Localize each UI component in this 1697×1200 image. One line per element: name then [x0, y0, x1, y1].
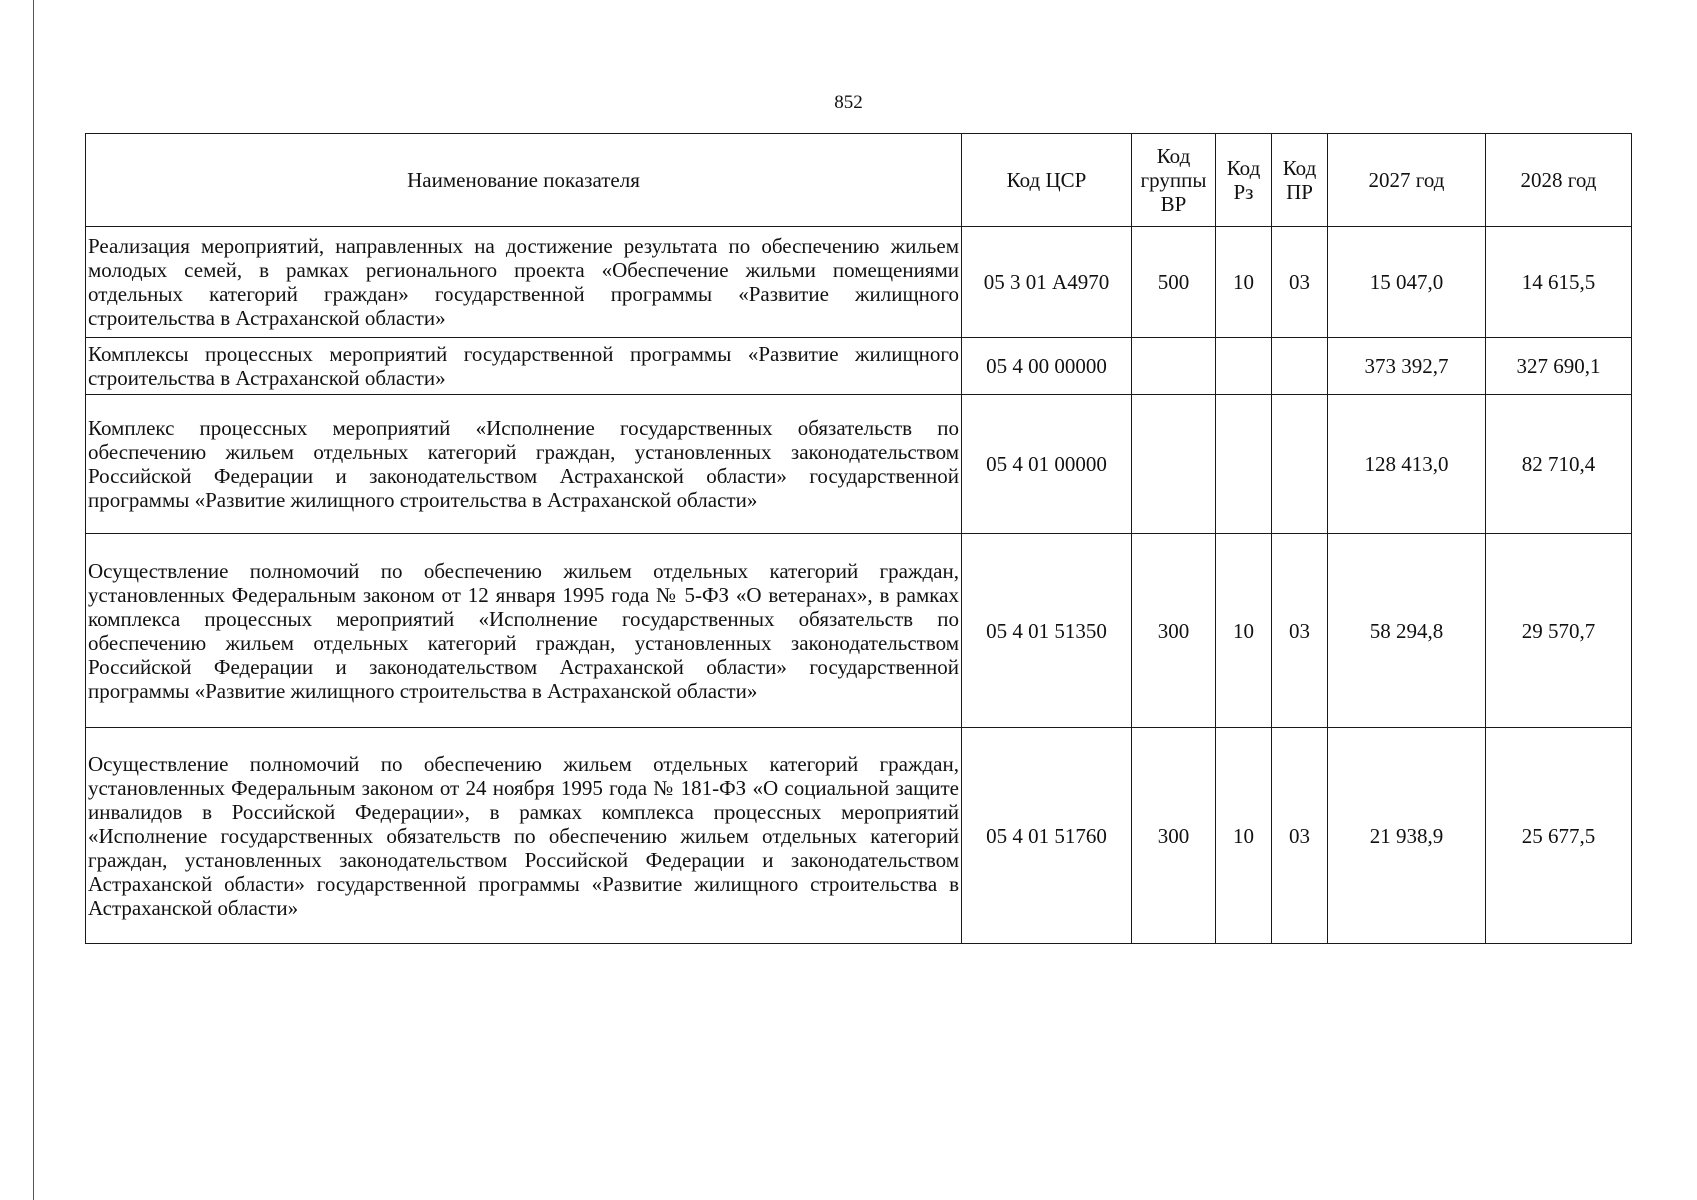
row-csr: 05 4 01 00000 — [962, 395, 1132, 534]
header-pr: Код ПР — [1272, 134, 1328, 227]
row-2027: 128 413,0 — [1328, 395, 1486, 534]
row-vr — [1132, 395, 1216, 534]
header-vr: Код группы ВР — [1132, 134, 1216, 227]
header-rz: Код Рз — [1216, 134, 1272, 227]
row-2027: 58 294,8 — [1328, 534, 1486, 728]
row-rz: 10 — [1216, 534, 1272, 728]
row-name: Осуществление полномочий по обеспечению жильем отдельных категорий граждан, установленных Федеральным законом от 24 ноября 1995 года № 181-ФЗ «О социальной защите инвалидов в Российской Федерации», в рамках комплекса процессных мероприятий «Исполнение государственных обязательств по обеспечению жильем отдельных категорий граждан, установленных законодательством Российской Федерации и законодательством Астраханской области» государственной программы «Развитие жилищного строительства в Астраханской области» — [86, 728, 962, 944]
row-name: Комплексы процессных мероприятий государственной программы «Развитие жилищного строительства в Астраханской области» — [86, 338, 962, 395]
header-year-2027: 2027 год — [1328, 134, 1486, 227]
row-2027: 15 047,0 — [1328, 227, 1486, 338]
row-rz — [1216, 395, 1272, 534]
row-2028: 25 677,5 — [1486, 728, 1632, 944]
row-2028: 82 710,4 — [1486, 395, 1632, 534]
row-rz: 10 — [1216, 728, 1272, 944]
row-pr — [1272, 395, 1328, 534]
row-name: Осуществление полномочий по обеспечению жильем отдельных категорий граждан, установленных Федеральным законом от 12 января 1995 года № 5-ФЗ «О ветеранах», в рамках комплекса процессных мероприятий «Исполнение государственных обязательств по обеспечению жильем отдельных категорий граждан, установленных законодательством Российской Федерации и законодательством Астраханской области» государственной программы «Развитие жилищного строительства в Астраханской области» — [86, 534, 962, 728]
row-csr: 05 4 01 51350 — [962, 534, 1132, 728]
row-pr — [1272, 338, 1328, 395]
table-row — [86, 227, 1632, 338]
row-name: Реализация мероприятий, направленных на достижение результата по обеспечению жильем молодых семей, в рамках регионального проекта «Обеспечение жильми помещениями отдельных категорий граждан» государственной программы «Развитие жилищного строительства в Астраханской области» — [86, 227, 962, 338]
table-row — [86, 338, 1632, 395]
row-pr: 03 — [1272, 534, 1328, 728]
row-vr: 500 — [1132, 227, 1216, 338]
row-csr: 05 3 01 А4970 — [962, 227, 1132, 338]
header-year-2028: 2028 год — [1486, 134, 1632, 227]
page-number: 852 — [834, 92, 863, 113]
table-row — [86, 728, 1632, 944]
row-vr: 300 — [1132, 728, 1216, 944]
row-2027: 373 392,7 — [1328, 338, 1486, 395]
header-name: Наименование показателя — [86, 134, 962, 227]
row-csr: 05 4 01 51760 — [962, 728, 1132, 944]
table-row — [86, 395, 1632, 534]
row-rz — [1216, 338, 1272, 395]
row-rz: 10 — [1216, 227, 1272, 338]
row-csr: 05 4 00 00000 — [962, 338, 1132, 395]
row-vr — [1132, 338, 1216, 395]
row-2027: 21 938,9 — [1328, 728, 1486, 944]
row-2028: 327 690,1 — [1486, 338, 1632, 395]
row-name: Комплекс процессных мероприятий «Исполнение государственных обязательств по обеспечению жильем отдельных категорий граждан, установленных законодательством Российской Федерации и законодательством Астраханской области» государственной программы «Развитие жилищного строительства в Астраханской области» — [86, 395, 962, 534]
row-2028: 14 615,5 — [1486, 227, 1632, 338]
row-2028: 29 570,7 — [1486, 534, 1632, 728]
row-vr: 300 — [1132, 534, 1216, 728]
page-left-border — [33, 0, 34, 1200]
row-pr: 03 — [1272, 728, 1328, 944]
table-header-row — [86, 134, 1632, 227]
row-pr: 03 — [1272, 227, 1328, 338]
budget-table — [85, 133, 1632, 944]
table-row — [86, 534, 1632, 728]
header-csr: Код ЦСР — [962, 134, 1132, 227]
